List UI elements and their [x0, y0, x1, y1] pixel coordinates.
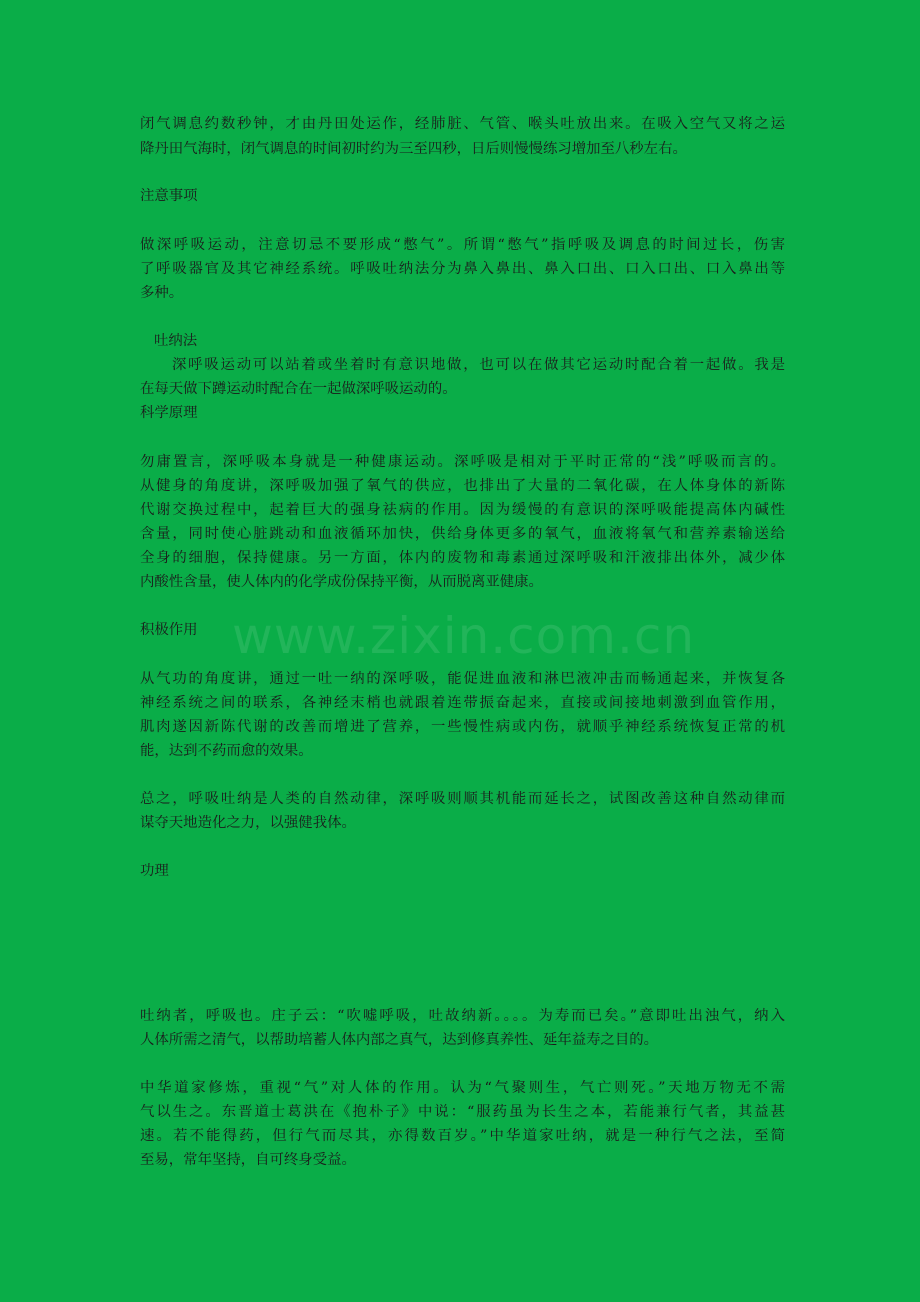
paragraph-line: 能，达到不药而愈的效果。	[140, 743, 313, 759]
paragraph-line: 含量，同时使心脏跳动和血液循环加快，供给身体更多的氧气，血液将氧气和营养素输送给	[140, 526, 785, 542]
paragraph-line: 气以生之。东晋道士葛洪在《抱朴子》中说：“服药虽为长生之本，若能兼行气者，其益甚	[140, 1104, 785, 1120]
paragraph-line: 从气功的角度讲，通过一吐一纳的深呼吸，能促进血液和淋巴液冲击而畅通起来，并恢复各	[140, 671, 785, 687]
paragraph-line: 速。若不能得药，但行气而尽其，亦得数百岁。”中华道家吐纳，就是一种行气之法，至简	[140, 1128, 785, 1144]
section-heading: 科学原理	[140, 405, 198, 421]
paragraph-line: 了呼吸器官及其它神经系统。呼吸吐纳法分为鼻入鼻出、鼻入口出、口入口出、口入鼻出等	[140, 261, 785, 277]
section-heading: 吐纳法	[154, 333, 198, 349]
paragraph-line: 勿庸置言，深呼吸本身就是一种健康运动。深呼吸是相对于平时正常的“浅”呼吸而言的。	[140, 454, 785, 470]
section-heading: 积极作用	[140, 622, 198, 638]
paragraph-line: 闭气调息约数秒钟，才由丹田处运作，经肺脏、气管、喉头吐放出来。在吸入空气又将之运	[140, 116, 785, 132]
paragraph-line: 深呼吸运动可以站着或坐着时有意识地做，也可以在做其它运动时配合着一起做。我是	[172, 357, 785, 373]
paragraph-line: 人体所需之清气，以帮助培蓄人体内部之真气，达到修真养性、延年益寿之目的。	[140, 1032, 659, 1048]
paragraph-line: 肌肉遂因新陈代谢的改善而增进了营养，一些慢性病或内伤，就顺乎神经系统恢复正常的机	[140, 719, 785, 735]
paragraph-line: 至易，常年坚持，自可终身受益。	[140, 1152, 356, 1168]
section-heading: 功理	[140, 863, 169, 879]
section-heading: 注意事项	[140, 188, 198, 204]
paragraph-line: 做深呼吸运动，注意切忌不要形成“憋气”。所谓“憋气”指呼吸及调息的时间过长，伤害	[140, 237, 785, 253]
paragraph-line: 总之，呼吸吐纳是人类的自然动律，深呼吸则顺其机能而延长之，试图改善这种自然动律而	[140, 791, 785, 807]
watermark: www.zixin.com.cn	[232, 607, 696, 665]
paragraph-line: 谋夺天地造化之力，以强健我体。	[140, 815, 356, 831]
paragraph-line: 全身的细胞，保持健康。另一方面，体内的废物和毒素通过深呼吸和汗液排出体外，减少体	[140, 550, 785, 566]
paragraph-line: 降丹田气海时，闭气调息的时间初时约为三至四秒，日后则慢慢练习增加至八秒左右。	[140, 141, 687, 157]
paragraph-line: 代谢交换过程中，起着巨大的强身祛病的作用。因为缓慢的有意识的深呼吸能提高体内碱性	[140, 502, 785, 518]
paragraph-line: 内酸性含量，使人体内的化学成份保持平衡，从而脱离亚健康。	[140, 574, 543, 590]
paragraph-line: 中华道家修炼，重视“气”对人体的作用。认为“气聚则生，气亡则死。”天地万物无不需	[140, 1080, 785, 1096]
paragraph-line: 从健身的角度讲，深呼吸加强了氧气的供应，也排出了大量的二氧化碳，在人体身体的新陈	[140, 478, 785, 494]
paragraph-line: 神经系统之间的联系，各神经末梢也就跟着连带振奋起来，直接或间接地刺激到血管作用，	[140, 695, 785, 711]
paragraph-line: 吐纳者，呼吸也。庄子云：“吹嘘呼吸，吐故纳新。。。。为寿而已矣。”意即吐出浊气，纳入	[140, 1008, 785, 1024]
paragraph-line: 在每天做下蹲运动时配合在一起做深呼吸运动的。	[140, 381, 457, 397]
paragraph-line: 多种。	[140, 285, 184, 301]
